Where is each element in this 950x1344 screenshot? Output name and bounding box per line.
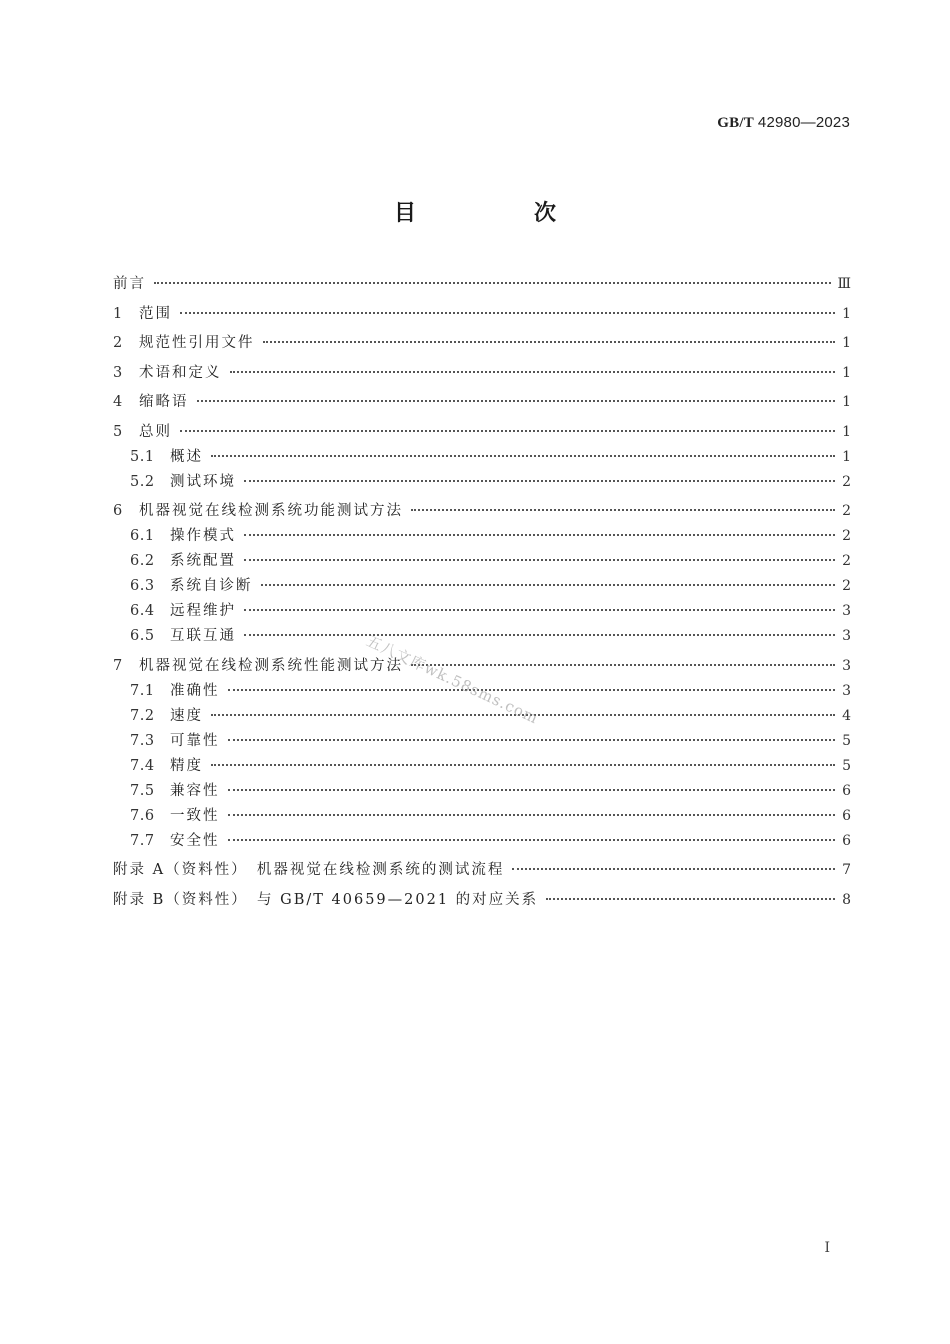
toc-entry-label: 机器视觉在线检测系统性能测试方法 — [139, 657, 403, 674]
toc-entry[interactable] — [113, 420, 851, 445]
toc-entry-label: 概述 — [170, 448, 203, 465]
toc-entry-label: 系统自诊断 — [170, 578, 253, 594]
toc-entry-page: 6 — [842, 782, 851, 799]
toc-entry[interactable] — [113, 654, 851, 679]
toc-entry-label: 远程维护 — [170, 603, 236, 619]
toc-entry-label: 规范性引用文件 — [139, 335, 255, 351]
toc-title: 目 次 — [393, 201, 604, 226]
toc-entry-page: 1 — [842, 305, 851, 322]
toc-entry-page: 2 — [842, 503, 851, 519]
toc-entry[interactable] — [113, 704, 851, 729]
dot-leader — [228, 814, 836, 816]
toc-entry-label: 前言 — [113, 276, 146, 292]
toc-entry-label: 总则 — [139, 423, 172, 440]
standard-number: 42980—2023 — [757, 114, 850, 131]
toc-entry-number: 5 — [113, 423, 123, 440]
toc-entry-label: 范围 — [139, 305, 172, 322]
standard-code — [717, 114, 850, 132]
toc-entry[interactable] — [113, 779, 851, 804]
toc-entry-label: 系统配置 — [170, 553, 236, 569]
toc-entry-number: 7.1 — [130, 682, 155, 699]
toc-entry[interactable] — [113, 549, 851, 574]
toc-entry-page: 5 — [842, 757, 851, 774]
toc-entry-number: 6.4 — [130, 603, 155, 619]
toc-entry-number: 5.2 — [130, 473, 155, 490]
toc-entry-number: 6.5 — [130, 628, 155, 644]
toc-entry[interactable] — [113, 599, 851, 624]
standard-prefix: GB/T — [717, 115, 754, 131]
dot-leader — [211, 764, 835, 766]
toc-entry-page: 4 — [842, 707, 851, 724]
toc-entry-number: 6.1 — [130, 528, 155, 544]
toc-entry-label: 机器视觉在线检测系统功能测试方法 — [139, 503, 403, 519]
toc-entry[interactable] — [113, 754, 851, 779]
toc-entry-label: 安全性 — [170, 832, 220, 849]
toc-entry-number: 7.2 — [130, 707, 155, 724]
dot-leader — [512, 868, 835, 870]
toc-entry-label: 缩略语 — [139, 394, 189, 410]
toc-entry-page: 3 — [842, 603, 851, 619]
toc-entry-number: 6.2 — [130, 553, 155, 569]
toc-entry-label: 术语和定义 — [139, 364, 222, 381]
toc-entry[interactable] — [113, 302, 851, 327]
dot-leader — [546, 898, 835, 900]
dot-leader — [261, 584, 836, 586]
toc-entry-page: 6 — [842, 832, 851, 849]
toc-entry-label: 兼容性 — [170, 782, 220, 799]
toc-entry[interactable] — [113, 499, 851, 524]
toc-entry-number: 6 — [113, 503, 123, 519]
toc-entry-number: 7.6 — [130, 807, 155, 824]
toc-entry-label: 互联互通 — [170, 628, 236, 644]
toc-entry-label: 可靠性 — [170, 732, 220, 749]
toc-entry[interactable] — [113, 888, 851, 913]
dot-leader — [244, 609, 835, 611]
dot-leader — [244, 634, 835, 636]
toc-entry-label: 附录 B（资料性） 与 GB/T 40659—2021 的对应关系 — [113, 891, 539, 908]
dot-leader — [180, 430, 835, 432]
toc-entry-page: 3 — [842, 628, 851, 644]
toc-entry-page: 3 — [842, 657, 851, 674]
toc-entry[interactable] — [113, 624, 851, 649]
toc-entry-label: 速度 — [170, 707, 203, 724]
toc-entry-page: 5 — [842, 732, 851, 749]
toc-entry-number: 7.4 — [130, 757, 155, 774]
toc-entry-page: 1 — [842, 335, 851, 351]
dot-leader — [244, 559, 835, 561]
dot-leader — [228, 739, 836, 741]
dot-leader — [244, 480, 835, 482]
toc-entry-page: 2 — [842, 528, 851, 544]
toc-entry[interactable] — [113, 829, 851, 854]
toc-entry-label: 准确性 — [170, 682, 220, 699]
toc-entry-label: 附录 A（资料性） 机器视觉在线检测系统的测试流程 — [113, 862, 505, 878]
table-of-contents — [113, 272, 851, 913]
toc-entry-number: 7 — [113, 657, 123, 674]
dot-leader — [228, 839, 836, 841]
toc-entry-page: 1 — [842, 423, 851, 440]
toc-entry-page: 8 — [842, 891, 851, 908]
dot-leader — [228, 689, 836, 691]
toc-entry[interactable] — [113, 574, 851, 599]
dot-leader — [154, 282, 831, 284]
toc-entry-page: 2 — [842, 553, 851, 569]
toc-entry-number: 1 — [113, 305, 123, 322]
dot-leader — [180, 312, 835, 314]
toc-entry[interactable] — [113, 361, 851, 386]
dot-leader — [263, 341, 836, 343]
toc-entry-page: 1 — [842, 364, 851, 381]
dot-leader — [230, 371, 836, 373]
toc-entry[interactable] — [113, 729, 851, 754]
toc-entry-page: 2 — [842, 578, 851, 594]
toc-entry[interactable] — [113, 524, 851, 549]
toc-entry-number: 7.7 — [130, 832, 155, 849]
toc-entry-page: Ⅲ — [837, 276, 851, 292]
dot-leader — [211, 455, 835, 457]
dot-leader — [244, 534, 835, 536]
toc-entry-page: 1 — [842, 394, 851, 410]
dot-leader — [197, 400, 836, 402]
dot-leader — [411, 664, 835, 666]
toc-entry-page: 6 — [842, 807, 851, 824]
toc-entry-number: 6.3 — [130, 578, 155, 594]
toc-entry-label: 测试环境 — [170, 473, 236, 490]
toc-entry-label: 精度 — [170, 757, 203, 774]
toc-entry-page: 3 — [842, 682, 851, 699]
toc-entry[interactable] — [113, 272, 851, 297]
toc-entry-number: 2 — [113, 335, 123, 351]
dot-leader — [228, 789, 836, 791]
toc-entry[interactable] — [113, 804, 851, 829]
dot-leader — [411, 509, 835, 511]
toc-entry-page: 1 — [842, 448, 851, 465]
toc-entry-label: 一致性 — [170, 807, 220, 824]
toc-entry-number: 7.5 — [130, 782, 155, 799]
toc-entry-number: 7.3 — [130, 732, 155, 749]
toc-entry-number: 5.1 — [130, 448, 155, 465]
toc-entry[interactable] — [113, 331, 851, 356]
toc-entry-label: 操作模式 — [170, 528, 236, 544]
toc-entry[interactable] — [113, 470, 851, 495]
watermark: 五八文库wk.58sms.com — [363, 631, 542, 728]
toc-entry[interactable] — [113, 445, 851, 470]
toc-entry[interactable] — [113, 858, 851, 883]
toc-entry-page: 2 — [842, 473, 851, 490]
toc-entry-page: 7 — [842, 862, 851, 878]
toc-entry-number: 3 — [113, 364, 123, 381]
toc-entry-number: 4 — [113, 394, 123, 410]
page-number: I — [824, 1240, 830, 1256]
toc-entry[interactable] — [113, 390, 851, 415]
